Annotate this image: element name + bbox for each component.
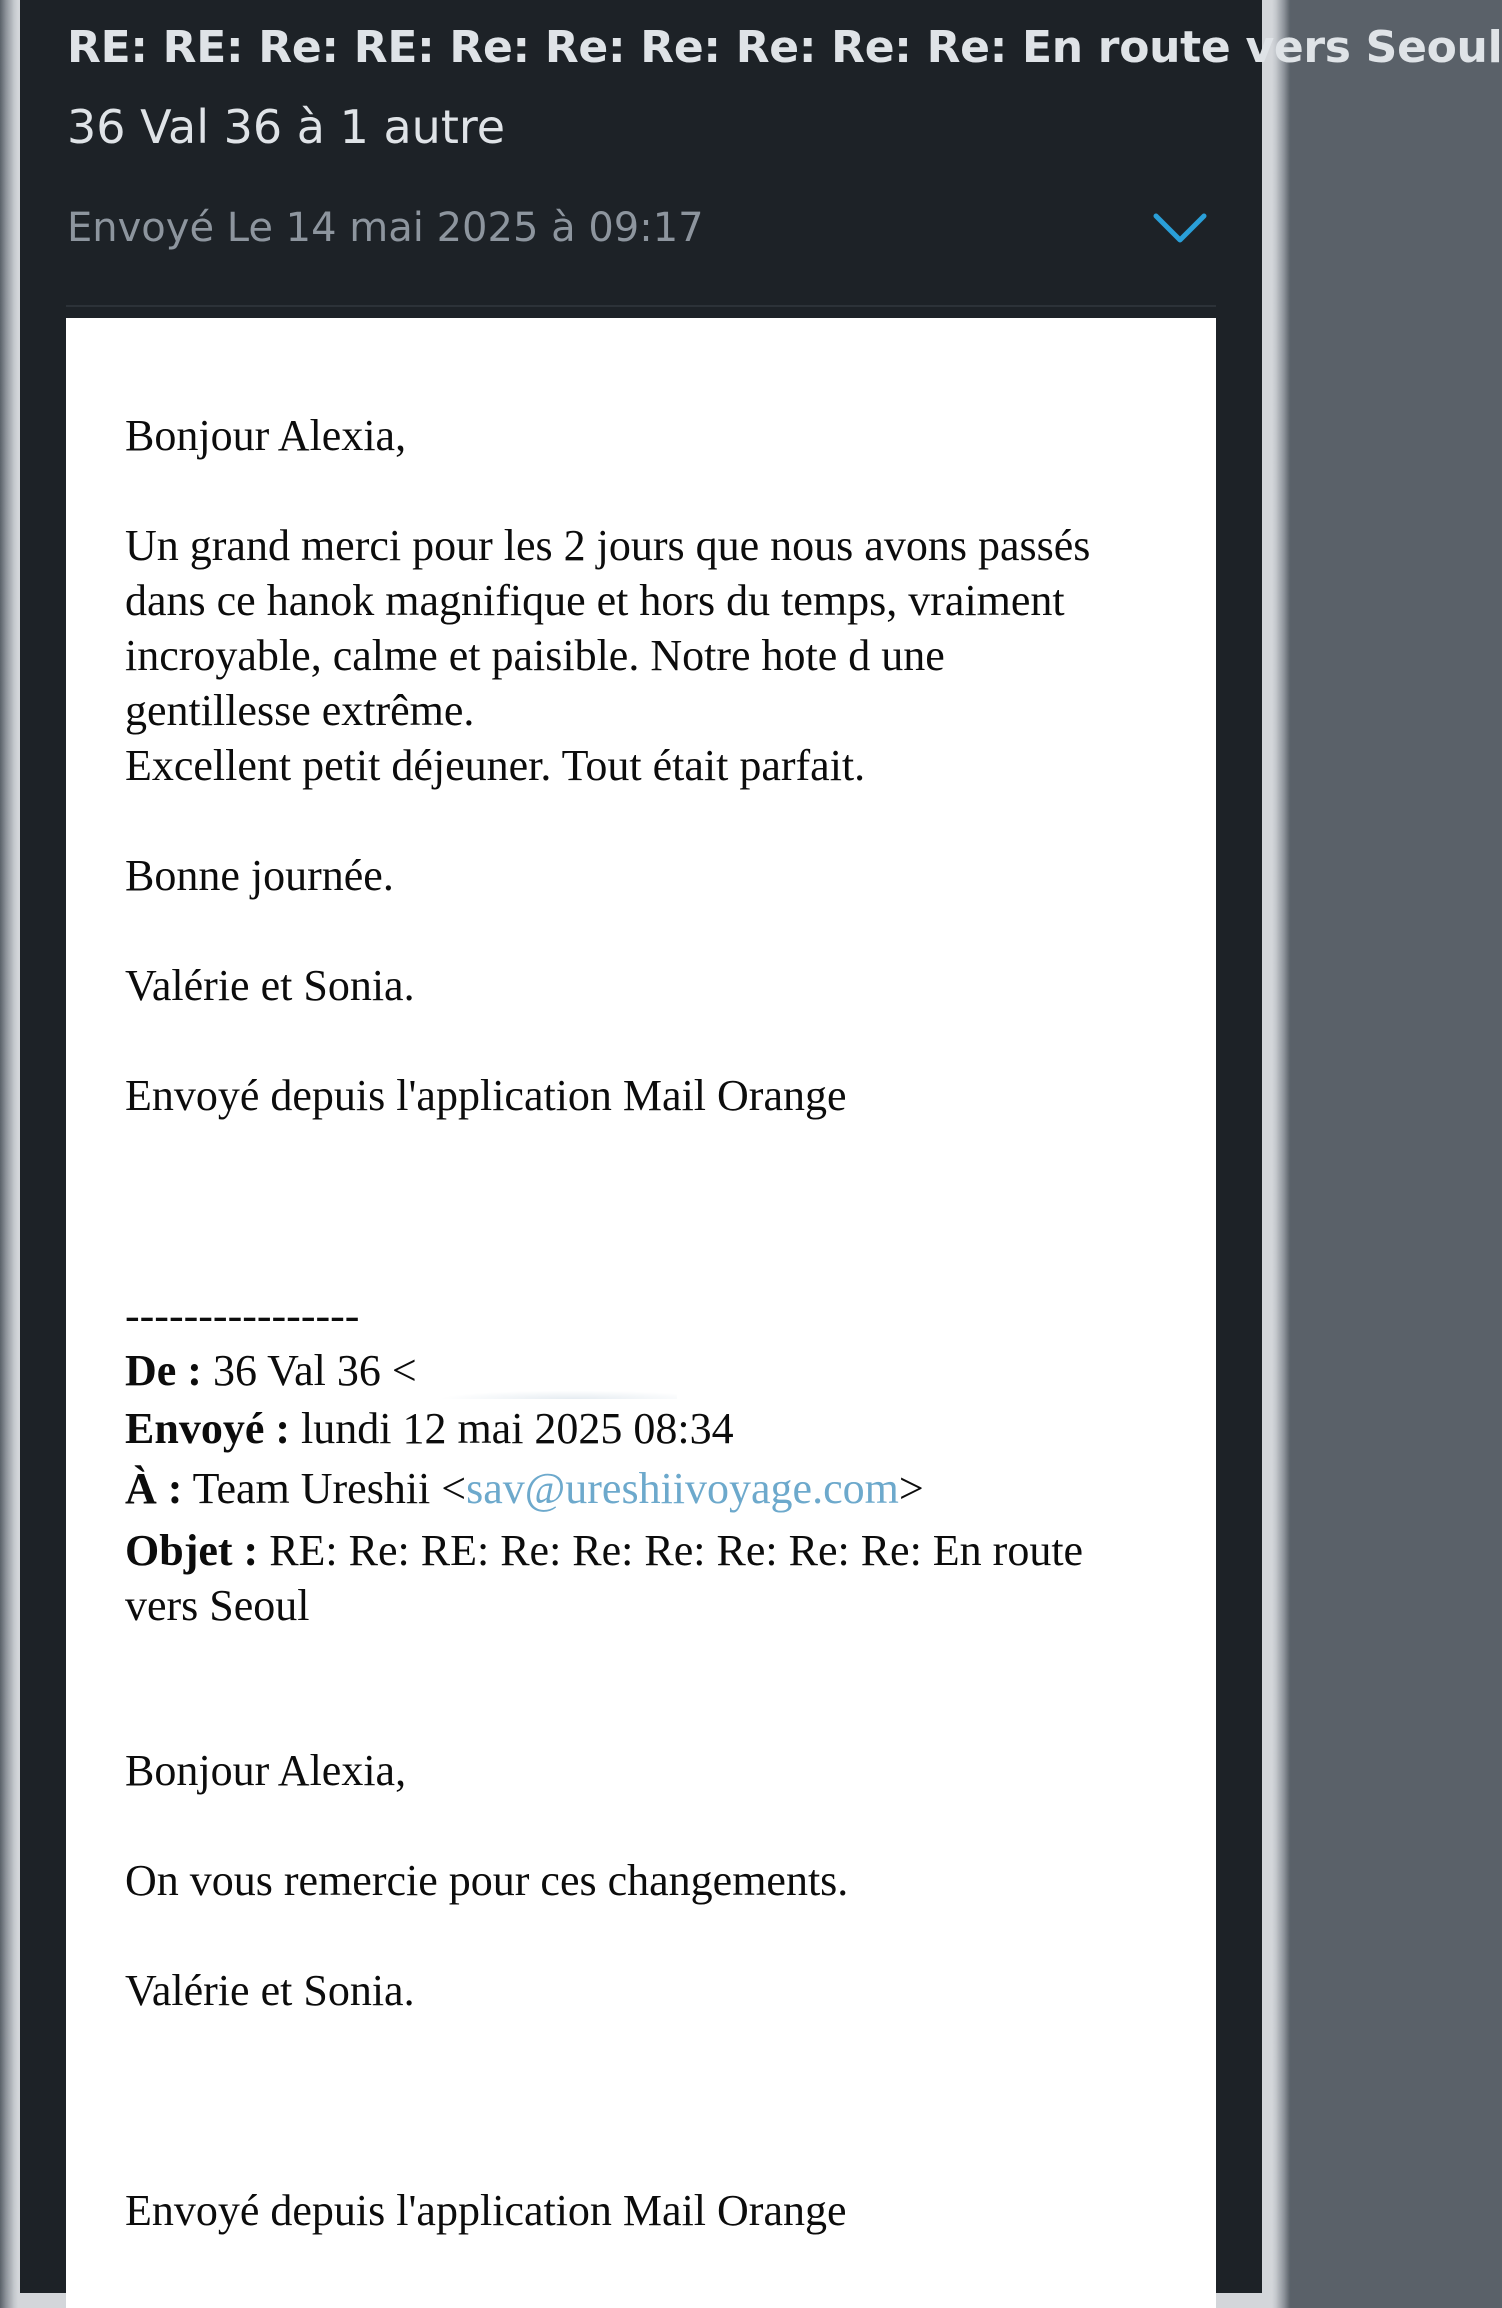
to-label: À : <box>125 1464 183 1513</box>
quoted-signature: Valérie et Sonia. <box>125 1966 415 2015</box>
body-line: dans ce hanok magnifique et hors du temps, vraiment <box>125 576 1065 625</box>
quoted-to-row <box>125 1459 1158 1519</box>
email-card <box>20 0 1502 2293</box>
redacted-smudge <box>417 1389 677 1399</box>
mail-footer: Envoyé depuis l'application Mail Orange <box>125 1071 847 1120</box>
quoted-sent-row <box>125 1399 1158 1459</box>
signature: Valérie et Sonia. <box>125 961 415 1010</box>
quoted-subject-row-cont: vers Seoul <box>125 1581 310 1630</box>
sender-line[interactable]: 36 Val 36 à 1 autre <box>67 100 506 154</box>
quoted-footer: Envoyé depuis l'application Mail Orange <box>125 2186 847 2235</box>
sent-date: Envoyé Le 14 mai 2025 à 09:17 <box>67 205 704 251</box>
greeting: Bonjour Alexia, <box>125 411 407 460</box>
subject-value: RE: Re: RE: Re: Re: Re: Re: Re: Re: En route <box>269 1526 1084 1575</box>
body-line: gentillesse extrême. <box>125 686 475 735</box>
from-value: 36 Val 36 < <box>212 1346 417 1395</box>
quoted-from-row <box>125 1343 1158 1399</box>
sent-label: Envoyé : <box>125 1404 290 1453</box>
closing: Bonne journée. <box>125 851 394 900</box>
to-close: > <box>898 1464 924 1513</box>
to-email-link[interactable]: sav@ureshiivoyage.com <box>466 1464 899 1513</box>
header-divider <box>66 305 1216 307</box>
body-line: Excellent petit déjeuner. Tout était parfait. <box>125 741 866 790</box>
from-label: De : <box>125 1346 202 1395</box>
email-body <box>66 318 1216 2308</box>
chevron-down-icon <box>1152 208 1208 248</box>
quoted-subject-row <box>125 1523 1158 1578</box>
quoted-message: On vous remercie pour ces changements. <box>125 1856 849 1905</box>
quote-separator: ---------------- <box>125 1291 360 1340</box>
sent-value: lundi 12 mai 2025 08:34 <box>301 1404 734 1453</box>
to-name: Team Ureshii < <box>192 1464 467 1513</box>
email-subject: RE: RE: Re: RE: Re: Re: Re: Re: Re: Re: En route vers Seoul <box>67 22 1502 73</box>
quoted-greeting: Bonjour Alexia, <box>125 1746 407 1795</box>
body-line: incroyable, calme et paisible. Notre hote d une <box>125 631 945 680</box>
expand-details-button[interactable] <box>1152 208 1208 248</box>
subject-label: Objet : <box>125 1526 259 1575</box>
body-line: Un grand merci pour les 2 jours que nous avons passés <box>125 521 1091 570</box>
